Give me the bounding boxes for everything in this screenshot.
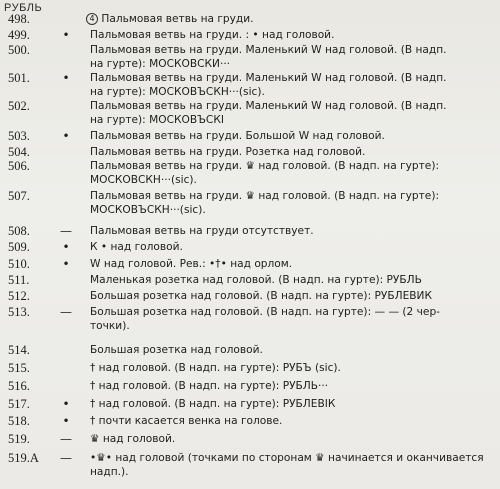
entry-text: ♛ над головой. xyxy=(90,433,176,445)
entry-mark: • xyxy=(62,414,70,428)
entry-text: Пальмовая ветвь на груди. Розетка над головой. xyxy=(90,146,366,158)
entry-text-continued: надп.). xyxy=(90,466,129,478)
entry-text: Большая розетка над головой. (В надп. на гурте): — — (2 чер- xyxy=(90,306,440,318)
entry-number: 513. xyxy=(8,305,30,319)
entry-number: 510. xyxy=(8,257,30,271)
entry-text-continued: на гурте): МОСКОВЪСКН···(sic). xyxy=(90,86,265,98)
entry-number: 508. xyxy=(8,224,30,238)
entry-number: 499. xyxy=(8,28,30,42)
entry-mark: • xyxy=(62,71,70,85)
entry-text-label: Пальмовая ветвь на груди. xyxy=(101,13,254,25)
entry-text: Пальмовая ветвь на груди отсутствует. xyxy=(90,225,314,237)
entry-number: 506. xyxy=(8,159,30,173)
entry-text xyxy=(80,12,485,27)
entry-text: W над головой. Рев.: •†• над орлом. xyxy=(90,258,293,270)
entry-text: Пальмовая ветвь на груди. Большой W над головой. xyxy=(90,130,385,142)
entry-number: 501. xyxy=(8,71,30,85)
entry-mark: • xyxy=(62,240,70,254)
entry-mark: — xyxy=(60,224,72,238)
entry-mark: — xyxy=(60,305,72,319)
entry-number: 500. xyxy=(8,43,30,57)
entry-text: Пальмовая ветвь на груди. Маленький W над головой. (В надп. xyxy=(90,100,447,112)
entry-text-continued: на гурте): МОСКОВСКИ··· xyxy=(90,58,231,70)
entry-mark: • xyxy=(62,28,70,42)
running-head: РУБЛЬ xyxy=(4,2,43,14)
entry-number: 509. xyxy=(8,240,30,254)
entry-text: К • над головой. xyxy=(90,241,183,253)
entry-number: 503. xyxy=(8,129,30,143)
entry-mark: — xyxy=(60,432,72,446)
entry-text: Маленькая розетка над головой. (В надп. на гурте): РУБЛЬ xyxy=(90,274,422,286)
entry-text-continued: МОСКОВЪСКН···(sic). xyxy=(90,204,206,216)
entry-number: 498. xyxy=(8,12,30,26)
entry-number: 507. xyxy=(8,189,30,203)
entry-number: 511. xyxy=(8,273,30,287)
entry-text: Пальмовая ветвь на груди. ♛ над головой. (В надп. на гурте): xyxy=(90,160,440,172)
entry-mark: • xyxy=(62,397,70,411)
entry-text: † над головой. (В надп. на гурте): РУБЛЬ··· xyxy=(90,380,329,392)
entry-text-continued: МОСКОВСКН···(sic). xyxy=(90,174,197,186)
entry-text: Пальмовая ветвь на груди. ♛ над головой. (В надп. на гурте): xyxy=(90,190,440,202)
entry-text: Пальмовая ветвь на груди. Маленький W над головой. (В надп. xyxy=(90,72,447,84)
entry-number: 512. xyxy=(8,289,30,303)
entry-text: •♛• над головой (точками по сторонам ♛ начинается и оканчивается xyxy=(90,452,484,464)
entry-mark: • xyxy=(62,129,70,143)
entry-number: 504. xyxy=(8,145,30,159)
entry-text: Пальмовая ветвь на груди. Маленький W над головой. (В надп. xyxy=(90,44,447,56)
entry-text-continued: точки). xyxy=(90,320,130,332)
circled-number-badge: 4 xyxy=(86,13,98,25)
entry-text: † над головой. (В надп. на гурте): РУБЪ (sic). xyxy=(90,362,341,374)
entry-text: † почти касается венка на голове. xyxy=(90,415,283,427)
entry-number: 518. xyxy=(8,414,30,428)
entry-text: Большая розетка над головой. (В надп. на гурте): РУБЛЕВИК xyxy=(90,290,432,302)
entry-mark: • xyxy=(62,257,70,271)
entry-number: 516. xyxy=(8,379,30,393)
entry-text: Большая розетка над головой. xyxy=(90,344,263,356)
entry-number: 519. xyxy=(8,432,30,446)
entry-text: Пальмовая ветвь на груди. : • над головой. xyxy=(90,29,335,41)
entry-number: 515. xyxy=(8,361,30,375)
entry-number: 519.A xyxy=(8,451,39,465)
entry-number: 517. xyxy=(8,397,30,411)
entry-text: † над головой. (В надп. на гурте): РУБЛЕВІК xyxy=(90,398,336,410)
entry-text-continued: на гурте): МОСКОВЪСКІ xyxy=(90,114,224,126)
entry-mark: — xyxy=(60,451,72,465)
entry-number: 514. xyxy=(8,343,30,357)
entry-number: 502. xyxy=(8,99,30,113)
